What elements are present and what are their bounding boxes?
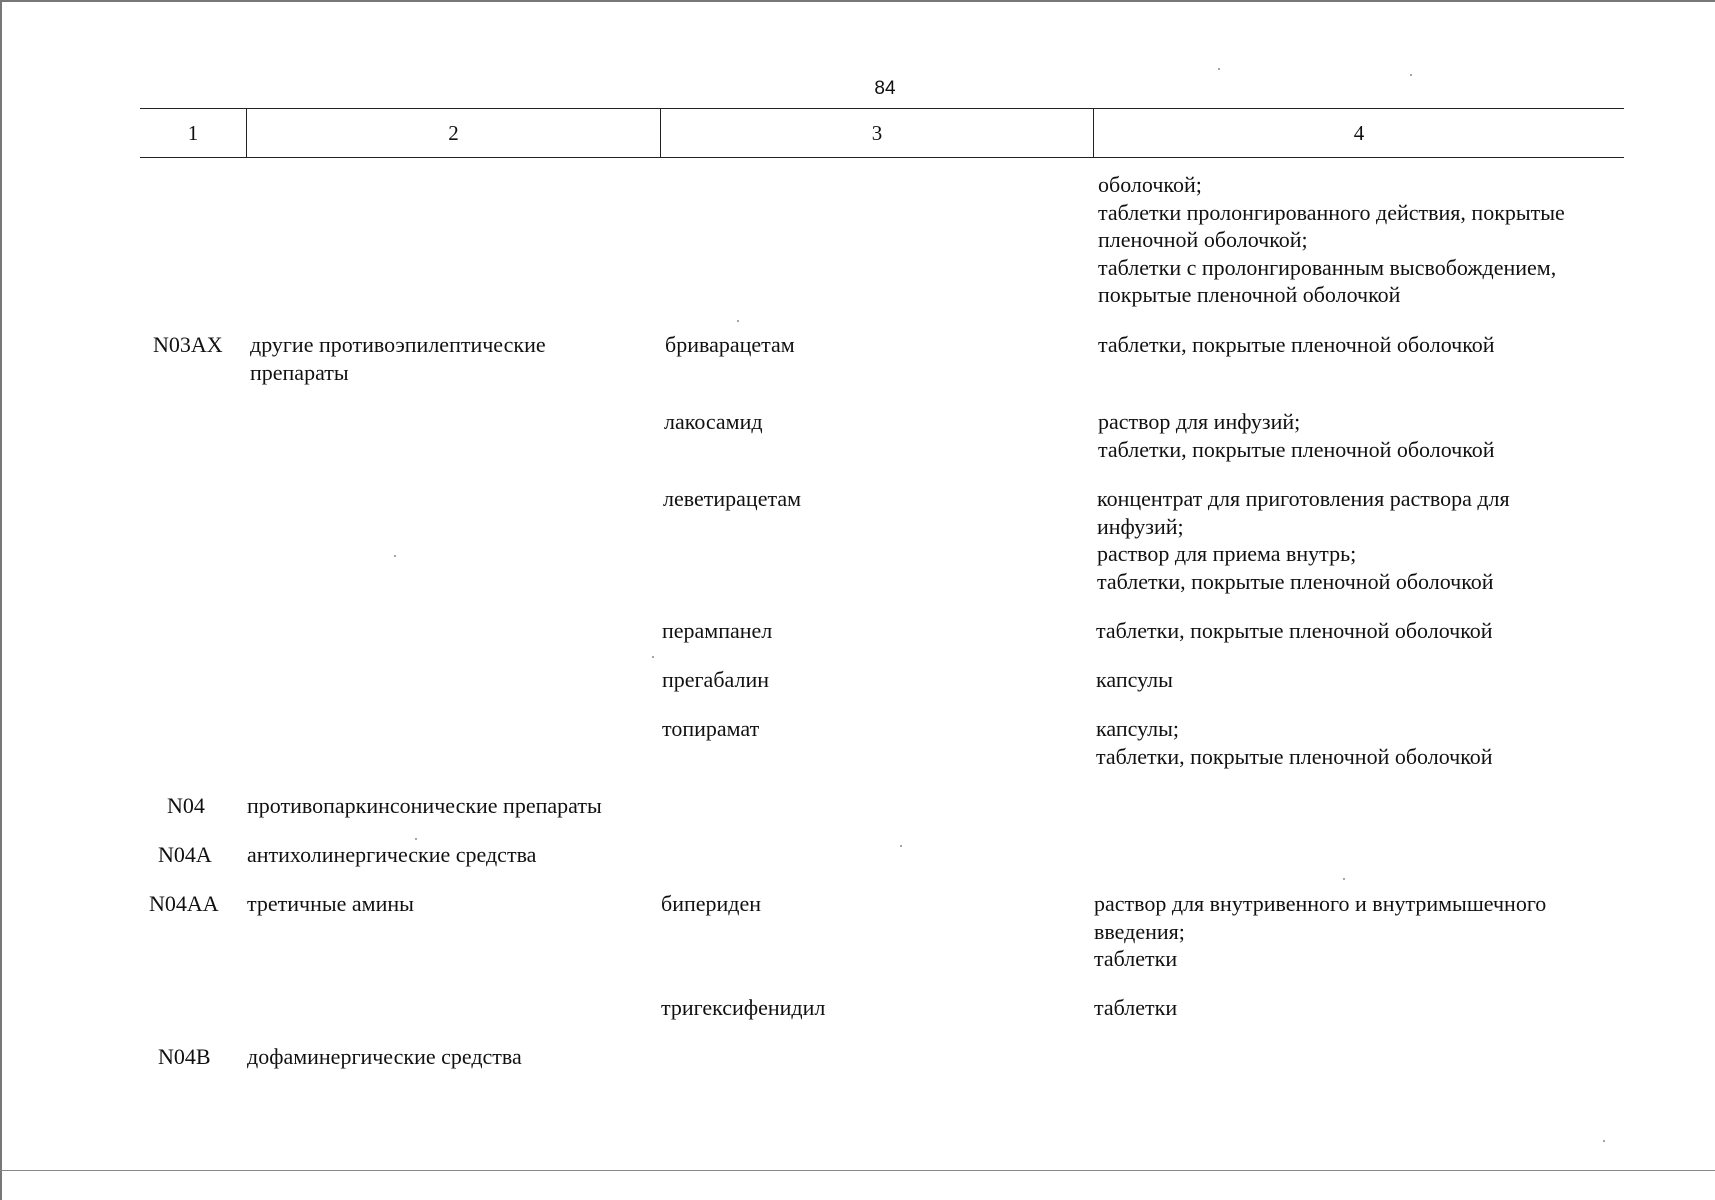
drug-name-cell: тригексифенидил xyxy=(661,995,826,1020)
scan-speck xyxy=(415,838,417,840)
drug-name-cell: леветирацетам xyxy=(663,486,802,511)
page-number: 84 xyxy=(874,78,896,99)
scan-speck xyxy=(394,555,396,557)
column-header-4: 4 xyxy=(1353,121,1365,145)
dosage-form-cell: таблетки, покрытые пленочной оболочкой xyxy=(1096,618,1493,643)
column-header-2: 2 xyxy=(448,121,459,145)
scan-speck xyxy=(900,845,902,847)
atc-code-cell: N04B xyxy=(158,1044,211,1069)
drug-name-cell: прегабалин xyxy=(662,667,770,692)
column-header-row xyxy=(140,108,1624,158)
page-border-top xyxy=(0,0,1715,2)
atc-code-cell: N03AX xyxy=(153,332,223,357)
column-header-3: 3 xyxy=(871,121,883,145)
drug-name-cell: бипериден xyxy=(661,891,762,916)
dosage-form-cell: раствор для инфузий; таблетки, покрытые пленочной оболочкой xyxy=(1098,409,1495,462)
drug-name-cell: бриварацетам xyxy=(665,332,795,357)
group-name-cell: противопаркинсонические препараты xyxy=(247,793,602,818)
group-name-cell: дофаминергические средства xyxy=(247,1044,522,1069)
atc-code-cell: N04 xyxy=(167,793,205,818)
column-header-1: 1 xyxy=(187,121,199,145)
dosage-form-cell: концентрат для приготовления раствора для инфузий; раствор для приема внутрь; таблетки, покрытые пленочной оболочкой xyxy=(1097,486,1510,594)
drug-name-cell: топирамат xyxy=(662,716,760,741)
dosage-form-cell: таблетки xyxy=(1094,995,1178,1020)
scan-speck xyxy=(1218,68,1220,70)
scan-speck xyxy=(652,656,654,658)
scan-speck xyxy=(1410,74,1412,76)
group-name-cell: антихолинергические средства xyxy=(247,842,537,867)
page-border-left xyxy=(0,0,2,1200)
dosage-form-cell: капсулы xyxy=(1096,667,1173,692)
dosage-form-cell: раствор для внутривенного и внутримышечного введения; таблетки xyxy=(1094,891,1547,971)
group-name-cell: третичные амины xyxy=(247,891,414,916)
group-name-cell: другие противоэпилептические препараты xyxy=(250,332,546,385)
drug-name-cell: лакосамид xyxy=(664,409,763,434)
dosage-form-cell: оболочкой; таблетки пролонгированного действия, покрытые пленочной оболочкой; таблетки с пролонгированным высвобождением, покрытые пленочной оболочкой xyxy=(1098,172,1565,307)
dosage-form-cell: капсулы; таблетки, покрытые пленочной оболочкой xyxy=(1096,716,1493,769)
scan-speck xyxy=(1343,878,1345,880)
scan-speck xyxy=(737,320,739,322)
drug-name-cell: перампанел xyxy=(662,618,773,643)
atc-code-cell: N04AA xyxy=(149,891,219,916)
atc-code-cell: N04A xyxy=(158,842,212,867)
dosage-form-cell: таблетки, покрытые пленочной оболочкой xyxy=(1098,332,1495,357)
scan-speck xyxy=(1603,1140,1605,1142)
page-border-bottom xyxy=(0,1170,1715,1171)
